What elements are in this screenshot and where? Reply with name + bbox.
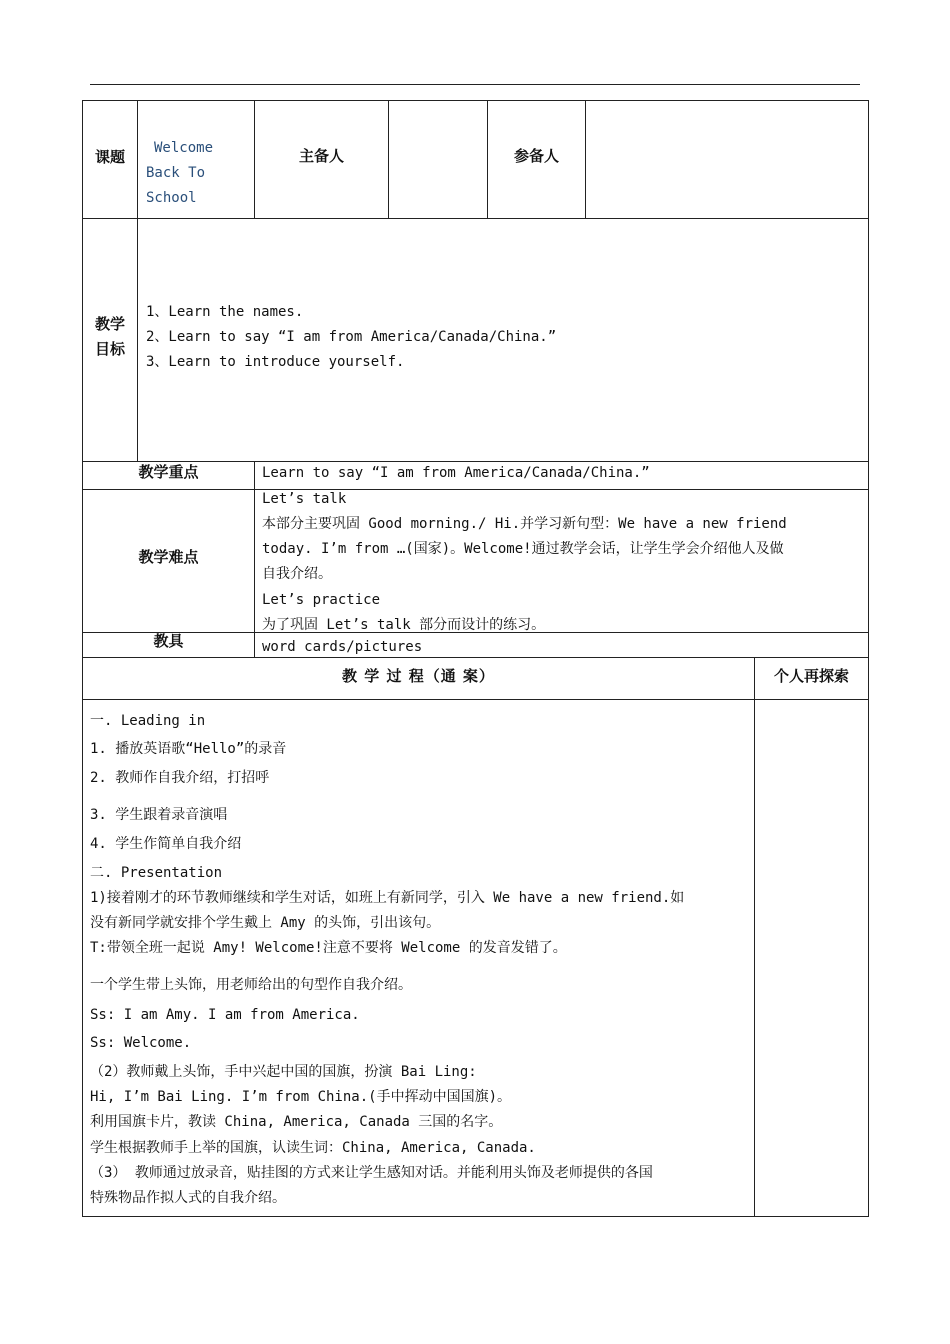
process-line: 特殊物品作拟人式的自我介绍。 — [90, 1190, 286, 1206]
process-line: 1. 播放英语歌“Hello”的录音 — [90, 741, 287, 757]
co-preparer-label: 参备人 — [513, 147, 559, 165]
objective-item: 3、Learn to introduce yourself. — [146, 354, 405, 370]
process-line: 4. 学生作简单自我介绍 — [90, 836, 242, 852]
process-line: 学生根据教师手上举的国旗，认读生词：China, America, Canada. — [90, 1140, 536, 1156]
process-line: 1)接着刚才的环节教师继续和学生对话，如班上有新同学，引入 We have a new friend.如 — [90, 890, 685, 906]
topic-value-line: Welcome — [154, 140, 214, 156]
process-line: （3） 教师通过放录音，贴挂图的方式来让学生感知对话。并能利用头饰及老师提供的各国 — [90, 1165, 653, 1181]
topic-label: 课题 — [94, 148, 125, 166]
process-line: 利用国旗卡片，教读 China, America, Canada 三国的名字。 — [90, 1114, 503, 1130]
difficulty-line: Let’s talk — [262, 491, 347, 507]
process-line: 一. Leading in — [90, 713, 206, 729]
process-line: （2）教师戴上头饰，手中兴起中国的国旗，扮演 Bai Ling: — [90, 1064, 477, 1080]
difficulty-line: 本部分主要巩固 Good morning./ Hi.并学习新句型：We have a new friend — [262, 516, 787, 532]
difficulty-label: 教学难点 — [138, 548, 199, 566]
difficulty-line: today. I’m from …(国家)。Welcome!通过教学会话，让学生学会介绍他人及做 — [262, 541, 784, 557]
process-line: 3. 学生跟着录音演唱 — [90, 807, 228, 823]
difficulty-line: Let’s practice — [262, 592, 381, 608]
process-line: 2. 教师作自我介绍，打招呼 — [90, 770, 270, 786]
header-rule — [90, 84, 860, 85]
process-line: Hi, I’m Bai Ling. I’m from China.(手中挥动中国国旗)。 — [90, 1089, 512, 1105]
topic-value-line: School — [146, 190, 197, 206]
personal-exploration-label: 个人再探索 — [773, 667, 849, 685]
difficulty-line: 为了巩固 Let’s talk 部分而设计的练习。 — [262, 617, 546, 633]
objective-item: 1、Learn the names. — [146, 304, 304, 320]
main-preparer-label: 主备人 — [298, 147, 344, 165]
process-line: 一个学生带上头饰，用老师给出的句型作自我介绍。 — [90, 977, 412, 993]
objective-item: 2、Learn to say “I am from America/Canada/China.” — [146, 329, 557, 345]
teaching-aids-label: 教具 — [153, 632, 184, 650]
teaching-aids-value: word cards/pictures — [262, 639, 423, 655]
objectives-label-line2: 目标 — [94, 340, 125, 358]
difficulty-line: 自我介绍。 — [262, 566, 332, 582]
process-line: Ss: Welcome. — [90, 1035, 192, 1051]
topic-value-line: Back To — [146, 165, 206, 181]
process-line: Ss: I am Amy. I am from America. — [90, 1007, 360, 1023]
process-title: 教 学 过 程（通 案） — [342, 667, 495, 685]
key-point-value: Learn to say “I am from America/Canada/China.” — [262, 465, 650, 481]
process-line: 二. Presentation — [90, 865, 223, 881]
process-line: 没有新同学就安排个学生戴上 Amy 的头饰，引出该句。 — [90, 915, 441, 931]
key-point-label: 教学重点 — [138, 463, 199, 481]
objectives-label-line1: 教学 — [94, 315, 125, 333]
process-line: T:带领全班一起说 Amy! Welcome!注意不要将 Welcome 的发音发错了。 — [90, 940, 567, 956]
